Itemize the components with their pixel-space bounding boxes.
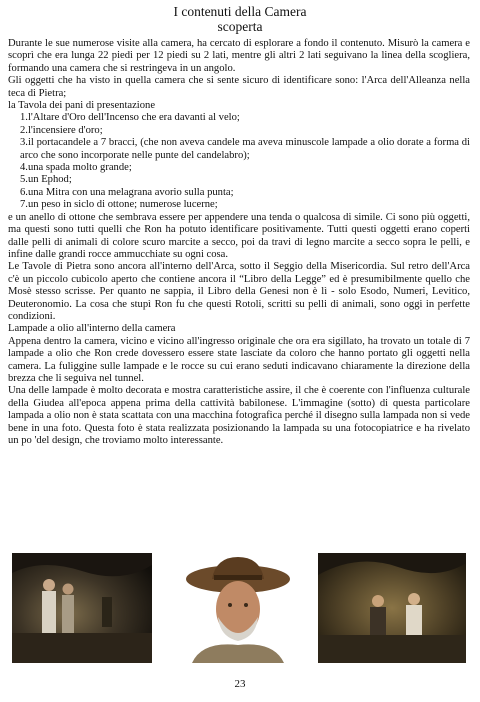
list-item: 6.una Mitra con una melagrana avorio sulla punta;	[20, 186, 234, 198]
paragraph-decorated-lamp: Una delle lampade è molto decorata e mostra caratteristiche assire, il che è coerente con l'influenza culturale della Giudea all'epoca appena prima della cattività babilonese. L'immagine (sotto) di questa particolare lampada a olio non è stata scattata con una macchina fotografica perché il disegno sulla lampada non si vede bene in una foto. Questa foto è stata realizzata posizionando la lampada su una fotocopiatrice e ha rivelato un po 'del design, che troviamo molto interessante.	[8, 385, 470, 446]
body-text	[8, 38, 470, 447]
cave-photo-two-men	[12, 553, 152, 663]
paragraph-tablets: Le Tavole di Pietra sono ancora all'interno dell'Arca, sotto il Seggio della Misericordia. Sul retro dell'Arca c'è un piccolo cubicolo aperto che contiene ancora il “Libro della Legge” ed è presumibilmente quello che Mosè stesso scrisse. Per quanto ne sappia, il Libro della Genesi non è lì - solo Esodo, Numeri, Levitico, Deuteronomio. La cosa che stupì Ron fu che questi Rotoli, scritti su pelli di animali, sono oggi in perfette condizioni.	[8, 261, 470, 322]
paragraph-tavola: la Tavola dei pani di presentazione	[8, 100, 156, 112]
photo-strip	[12, 553, 468, 665]
cave-photo-men-seated	[318, 553, 466, 663]
section-heading-lamps: Lampade a olio all'interno della camera	[8, 323, 176, 335]
paragraph-objects-intro: Gli oggetti che ha visto in quella camera che si sente sicuro di identificare sono: l'Arca dell'Alleanza nella teca di Pietra;	[8, 75, 470, 99]
list-item: 1.l'Altare d'Oro dell'Incenso che era davanti al velo;	[20, 112, 240, 124]
list-item: 2.l'incensiere d'oro;	[20, 124, 103, 136]
paragraph-intro: Durante le sue numerose visite alla camera, ha cercato di esplorare a fondo il contenuto. Misurò la camera e scoprì che era lunga 22 piedi per 12 piedi su 2 lati, mentre gli altri 2 lati seguivano la linea della scogliera, formando una camera che si restringeva in un angolo.	[8, 38, 470, 74]
portrait-man-in-hat	[182, 553, 294, 663]
paragraph-lamps: Appena dentro la camera, vicino e vicino all'ingresso originale che ora era sigillato, ha trovato un totale di 7 lampade a olio che Ron crede dovessero essere state lasciate da coloro che hanno portato gli oggetti nella camera. La fuliggine sulle lampade e le rocce su cui erano seduti indicavano chiaramente la direzione della brezza che li seguiva nel tunnel.	[8, 335, 470, 384]
page-number: 23	[234, 678, 246, 690]
page-title	[0, 4, 480, 34]
list-item: 4.una spada molto grande;	[20, 162, 132, 174]
list-item: 5.un Ephod;	[20, 174, 72, 186]
title-line-2: scoperta	[217, 19, 263, 34]
list-item: 3.il portacandele a 7 bracci, (che non aveva candele ma aveva minuscole lampade a olio dorate a forma di arco che sono incorporate nelle punte del candelabro);	[20, 137, 470, 161]
title-line-1: I contenuti della Camera	[173, 4, 307, 19]
paragraph-ring: e un anello di ottone che sembrava essere per appendere una tenda o qualcosa di simile. Ci sono più oggetti, ma questi sono tutti quelli che Ron ha potuto identificare positivamente. Tutti questi oggetti erano coperti dalle pelli di animali di colore scuro marcite a secco, poi da travi di legno marcite a secco sopra le pelli, e infine dalle grandi rocce ammucchiate su ogni cosa.	[8, 211, 470, 260]
list-item: 7.un peso in siclo di ottone; numerose lucerne;	[20, 199, 218, 211]
